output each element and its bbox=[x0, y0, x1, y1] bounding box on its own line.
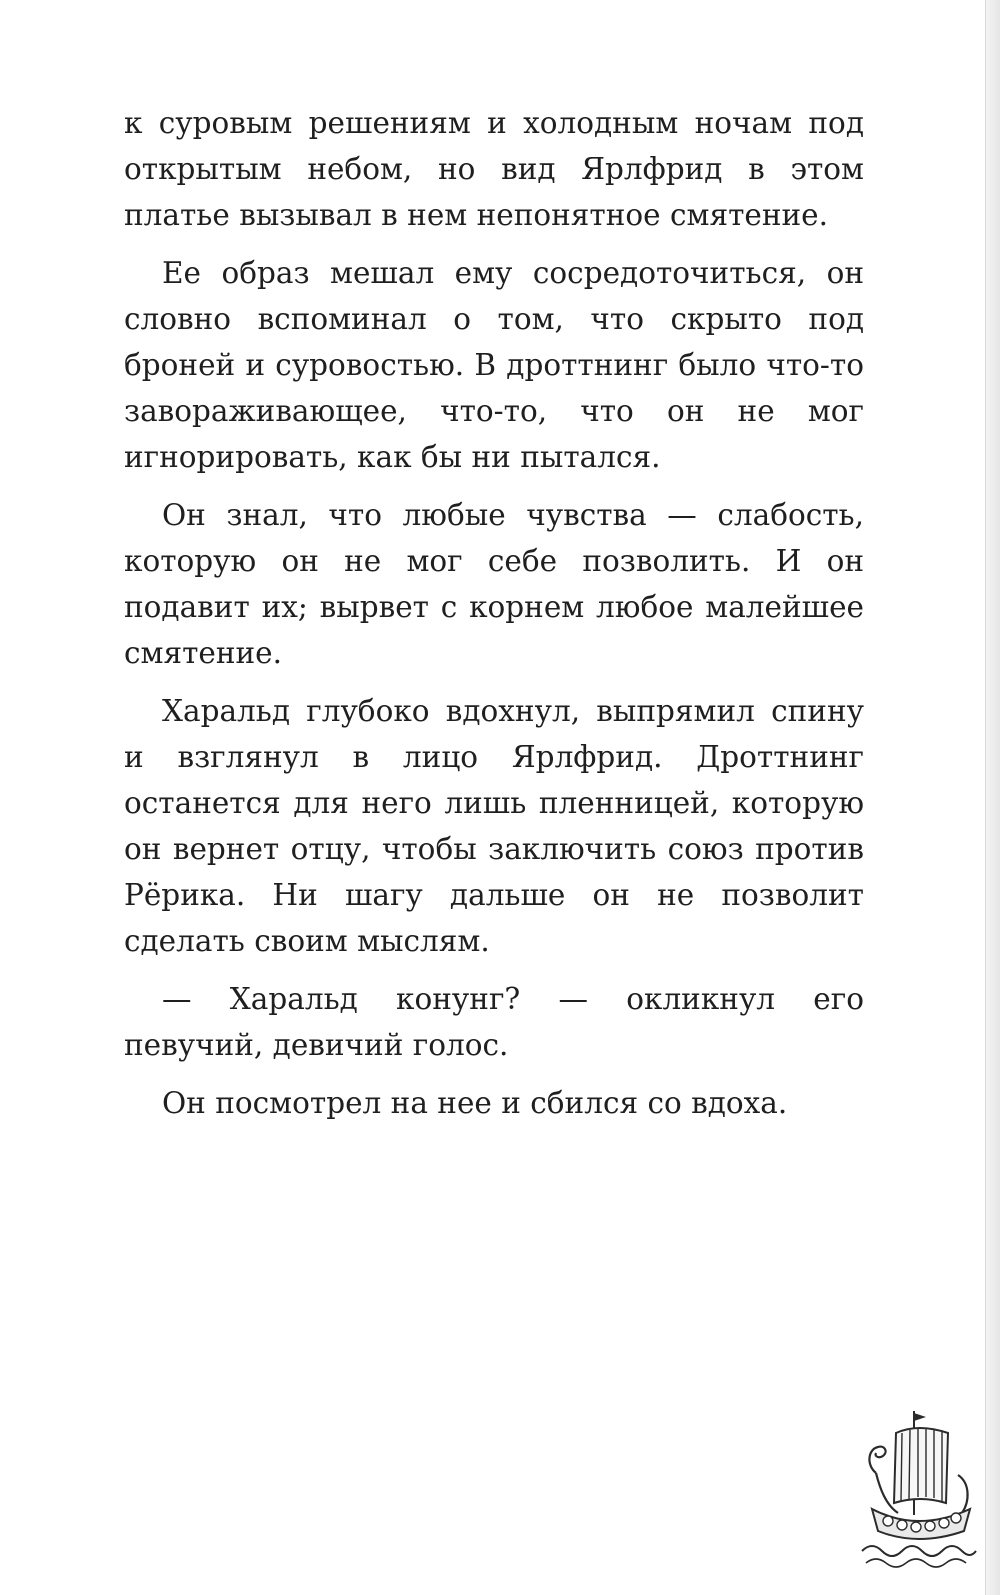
paragraph-5: — Харальд конунг? — окликнул его певучий, девичий голос. bbox=[124, 982, 864, 1062]
viking-ship-icon bbox=[858, 1405, 978, 1573]
paragraph-6: Он посмотрел на нее и сбился со вдоха. bbox=[162, 1086, 788, 1120]
page-edge bbox=[985, 0, 1000, 1595]
paragraph-2: Ее образ мешал ему сосредоточиться, он словно вспоминал о том, что скрыто под броней и суровостью. В дроттнинг было что-то завораживающее, что-то, что он не мог игнорировать, как бы ни пытался. bbox=[124, 256, 864, 474]
paragraph-3: Он знал, что любые чувства — слабость, которую он не мог себе позволить. И он подавит их; вырвет с корнем любое малейшее смятение. bbox=[124, 498, 864, 670]
paragraph-4: Харальд глубоко вдохнул, выпрямил спину и взглянул в лицо Ярлфрид. Дроттнинг останется для него лишь пленницей, которую он вернет отцу, чтобы заключить союз против Рёрика. Ни шагу дальше он не позволит сделать своим мыслям. bbox=[124, 694, 864, 958]
page-text bbox=[124, 100, 864, 1138]
paragraph-1: к суровым решениям и холодным ночам под открытым небом, но вид Ярлфрид в этом платье вызывал в нем непонятное смятение. bbox=[124, 106, 864, 232]
